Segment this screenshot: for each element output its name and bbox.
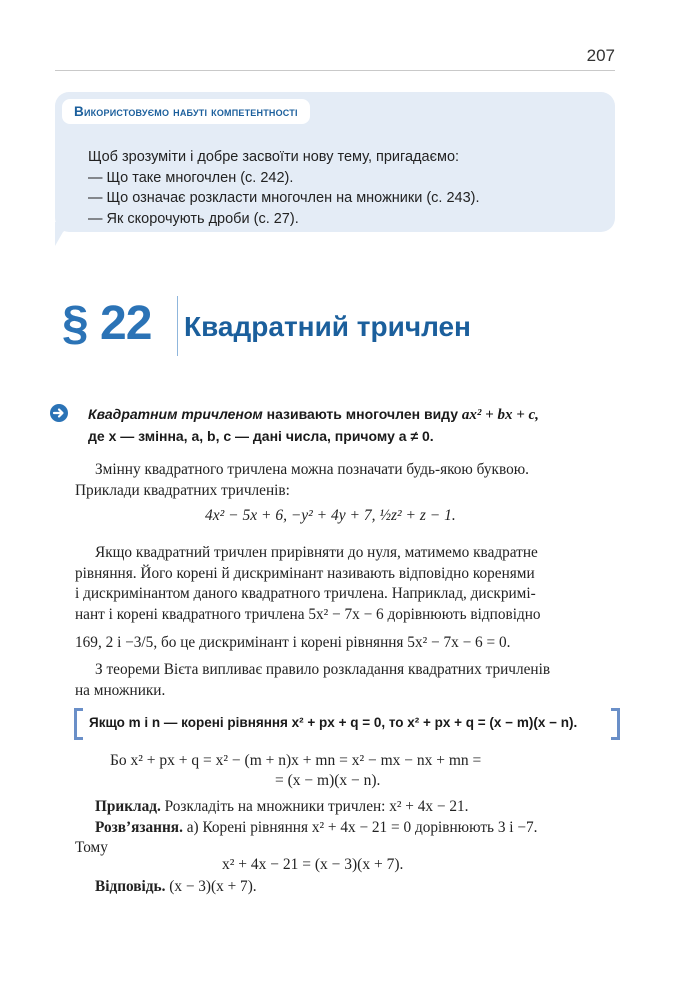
paragraph-line: і дискримінантом даного квадратного тричлена. Наприклад, дискримі- <box>75 585 536 602</box>
section-title: Квадратний тричлен <box>184 311 471 342</box>
examples-formula: 4x² − 5x + 6, −y² + 4y + 7, ½z² + z − 1. <box>205 507 456 524</box>
solution-line-2: Тому <box>75 839 108 856</box>
callout-heading: Використовуємо набуті компетентності <box>62 99 310 124</box>
proof-line-2: = (x − m)(x − n). <box>275 772 381 789</box>
paragraph-1 <box>75 460 615 501</box>
paragraph-line: Змінну квадратного тричлена можна позначати будь-якою буквою. <box>95 461 529 478</box>
paragraph-line: нант і корені квадратного тричлена 5x² − 7x − 6 дорівнюють відповідно <box>75 605 541 623</box>
section-number: § 22 <box>62 297 152 350</box>
solution-line <box>75 818 615 839</box>
solution-formula: x² + 4x − 21 = (x − 3)(x + 7). <box>222 856 404 873</box>
answer-block <box>75 877 615 898</box>
definition-text: називають многочлен виду <box>262 406 462 422</box>
example-block <box>75 797 615 859</box>
paragraph-line: на множники. <box>75 681 166 699</box>
callout-body <box>88 147 480 229</box>
definition-line-2: де x — змінна, a, b, c — дані числа, причому a ≠ 0. <box>88 428 434 444</box>
paragraph-line: 169, 2 і −3/5, бо це дискримінант і корені рівняння 5x² − 7x − 6 = 0. <box>75 634 511 651</box>
vieta-rule-box <box>74 708 620 740</box>
proof-line-1: Бо x² + px + q = x² − (m + n)x + mn = x² − mx − nx + mn = <box>110 752 482 769</box>
example-text: Розкладіть на множники тричлен: x² + 4x − 21. <box>160 798 469 815</box>
paragraph-line: З теореми Вієта випливає правило розкладання квадратних тричленів <box>95 661 551 678</box>
definition-term: Квадратним тричленом <box>88 406 263 422</box>
paragraph-3 <box>75 660 615 701</box>
vieta-rule-text: Якщо m і n — корені рівняння x² + px + q = 0, то x² + px + q = (x − m)(x − n). <box>89 715 578 730</box>
callout-intro: Щоб зрозуміти і добре засвоїти нову тему, пригадаємо: <box>88 149 460 165</box>
paragraph-line: Якщо квадратний тричлен прирівняти до нуля, матимемо квадратне <box>95 544 538 561</box>
callout-item: — Що означає розкласти многочлен на множники (с. 243). <box>88 190 480 206</box>
header-rule <box>55 70 615 71</box>
arrow-right-icon <box>50 404 68 422</box>
paragraph-line: рівняння. Його корені й дискримінант називають відповідно коренями <box>75 564 535 582</box>
callout-item: — Як скорочують дроби (с. 27). <box>88 210 299 227</box>
answer-line <box>75 877 615 898</box>
solution-label: Розв’язання. <box>95 818 183 836</box>
answer-text: (x − 3)(x + 7). <box>165 878 257 895</box>
definition-formula: ax² + bx + c, <box>461 407 539 423</box>
page-number: 207 <box>586 46 615 65</box>
paragraph-2 <box>75 543 615 654</box>
answer-label: Відповідь. <box>95 878 166 895</box>
paragraph-line: Приклади квадратних тричленів: <box>75 481 290 499</box>
example-label: Приклад. <box>95 798 161 815</box>
definition-block <box>88 404 633 447</box>
callout-item: — Що таке многочлен (с. 242). <box>88 169 294 186</box>
section-divider <box>177 296 178 356</box>
callout-tail <box>55 222 77 246</box>
example-line <box>75 797 615 818</box>
definition-line-1 <box>88 404 633 426</box>
solution-text: а) Корені рівняння x² + 4x − 21 = 0 дорівнюють 3 і −7. <box>182 818 538 836</box>
